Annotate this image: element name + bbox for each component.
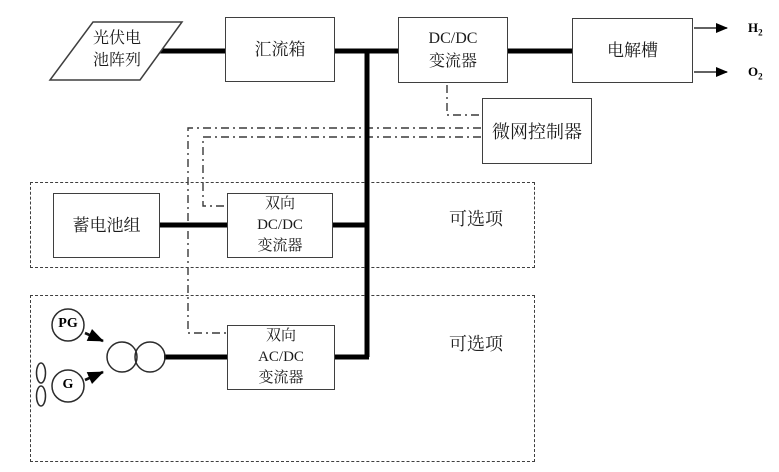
transformer-symbol	[107, 342, 165, 372]
generator-to-transformer-arrow	[85, 372, 103, 380]
combiner-box-label: 汇流箱	[254, 39, 306, 59]
battery-pack-block	[53, 193, 160, 258]
microgrid-controller-block	[482, 98, 592, 164]
bidirectional-dcdc-block	[227, 193, 333, 258]
electrolyzer-block	[572, 18, 693, 83]
power-grid-label: PG	[58, 316, 78, 331]
wind-turbine-icon	[37, 363, 46, 406]
electrolyzer-label: 电解槽	[607, 40, 658, 60]
generator-label: G	[62, 377, 74, 392]
bidirectional-dcdc-label-line1: 双向	[264, 196, 295, 212]
bidirectional-acdc-label-line1: 双向	[265, 328, 296, 344]
optional-label-battery: 可选项	[449, 209, 503, 229]
combiner-box-block	[225, 17, 335, 82]
battery-pack-label: 蓄电池组	[72, 215, 141, 235]
dcdc-converter-label-line2: 变流器	[428, 53, 477, 70]
controller-to-dcdc-signal-line	[447, 85, 481, 115]
bidirectional-acdc-label-line3: 变流器	[258, 370, 304, 386]
bidirectional-acdc-block	[227, 325, 335, 390]
optional-label-grid: 可选项	[449, 334, 503, 354]
pv-array-label	[72, 28, 162, 72]
o2-output-label: $O_2$	[748, 64, 763, 82]
pv-array-label-line1: 光伏电	[92, 30, 141, 47]
pv-array-label-line2: 池阵列	[92, 52, 141, 69]
dcdc-converter-block	[398, 17, 508, 83]
h2-output-label: $H_2$	[748, 20, 763, 38]
bidirectional-acdc-label-line2: AC/DC	[258, 349, 304, 365]
microgrid-controller-label: 微网控制器	[492, 122, 582, 142]
bidirectional-dcdc-label-line3: 变流器	[257, 238, 303, 254]
grid-to-transformer-arrow	[85, 333, 103, 341]
dcdc-converter-label-line1: DC/DC	[428, 30, 478, 47]
bidirectional-dcdc-label-line2: DC/DC	[257, 217, 303, 233]
